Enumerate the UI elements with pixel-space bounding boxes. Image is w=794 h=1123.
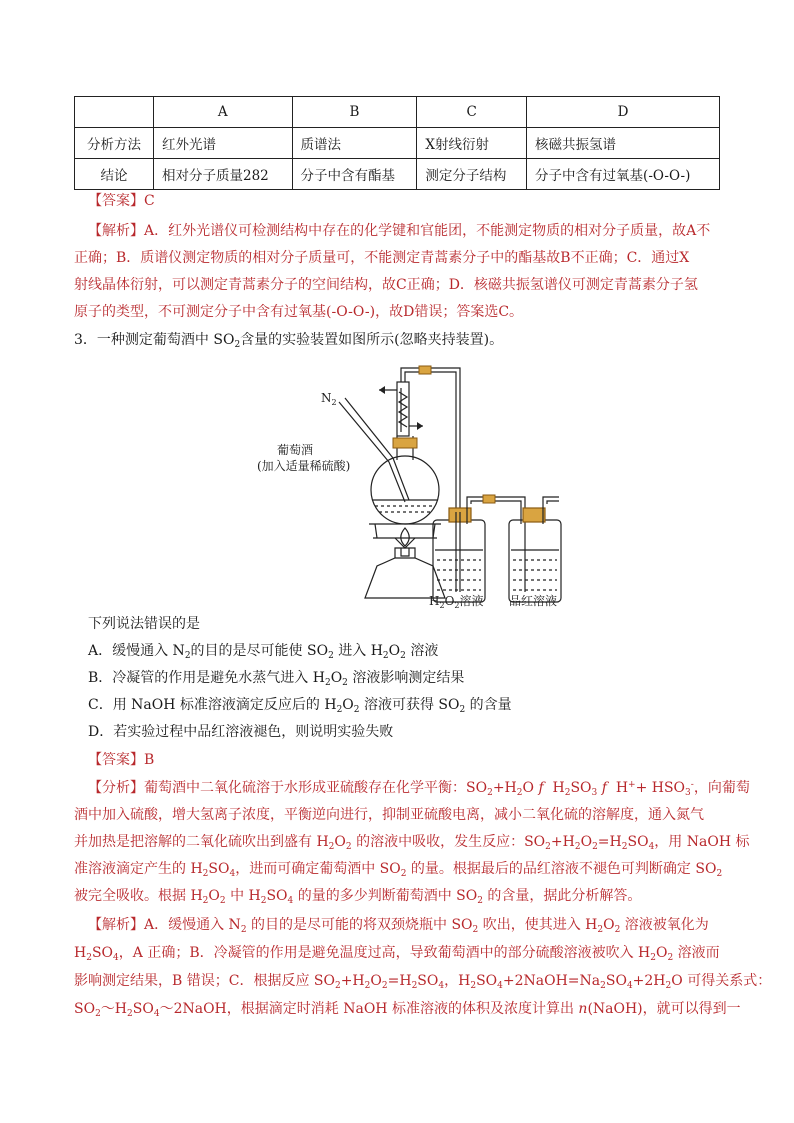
analysis-text: A．红外光谱仪可检测结构中存在的化学键和官能团，不能测定物质的相对分子质量，故A不 — [144, 223, 711, 239]
experiment-apparatus-figure — [255, 352, 570, 610]
q3-jiexi-line-2: $H_2SO_4$，A 正确；B．冷凝管的作用是避免温度过高，导致葡萄酒中的部分硫酸溶液被吹入 $H_2O_2$ 溶液而 — [74, 945, 720, 963]
q3-jiexi-line-1: 【解析】A．缓慢通入 $N_2$ 的目的是尽可能的将双颈烧瓶中 $SO_2$ 吹出，使其进入 $H_2O_2$ 溶液被氧化为 — [88, 917, 709, 935]
table-cell: A — [154, 97, 293, 128]
svg-text:N2: $N_2$ — [321, 391, 337, 407]
jiexi-text: H — [74, 945, 87, 961]
fenxi-text: 被完全吸收。根据 H — [74, 888, 203, 904]
option-d: D．若实验过程中品红溶液褪色，则说明实验失败 — [88, 724, 394, 740]
wine-label: 葡萄酒 — [277, 443, 314, 457]
analysis-label: 【解析】 — [88, 223, 144, 239]
table-cell: 分子中含有酯基 — [292, 159, 417, 190]
stem-text: 含量的实验装置如图所示(忽略夹持装置)。 — [240, 332, 504, 348]
option-text: C．用 NaOH 标准溶液滴定反应后的 H — [88, 697, 337, 713]
option-text: B．冷凝管的作用是避免水蒸气进入 H — [88, 670, 325, 686]
answer-value: B — [144, 752, 155, 768]
table-cell: 分子中含有过氧基(-O-O-) — [527, 159, 720, 190]
table-cell: 相对分子质量282 — [154, 159, 293, 190]
q2-analysis-line-2: 正确；B．质谱仪测定物质的相对分子质量可，不能测定青蒿素分子中的酯基故B不正确；C．通过X — [74, 250, 690, 266]
option-text: A．缓慢通入 N — [88, 643, 185, 659]
options-table — [74, 96, 720, 190]
q2-analysis-line-4: 原子的类型，不可测定分子中含有过氧基(-O-O-)，故D错误；答案选C。 — [74, 304, 524, 320]
jiexi-text: SO — [74, 1001, 96, 1017]
answer-label: 【答案】 — [88, 193, 144, 209]
q3-stem: 3．一种测定葡萄酒中 $SO_2$含量的实验装置如图所示(忽略夹持装置)。 — [74, 332, 504, 350]
table-cell: C — [417, 97, 527, 128]
q3-fenxi-line-2: 酒中加入硫酸，增大氢离子浓度，平衡逆向进行，抑制亚硫酸电离，减小二氧化硫的溶解度，通入氮气 — [74, 807, 704, 823]
jiexi-text: 影响测定结果，B 错误；C．根据反应 SO — [74, 973, 335, 989]
table-cell: B — [292, 97, 417, 128]
pinhong-label: 品红溶液 — [509, 594, 558, 608]
q3-fenxi-line-1: 【分析】葡萄酒中二氧化硫溶于水形成亚硫酸存在化学平衡：$SO_2+H_2O$ f $H_2SO_3$ f $H^++ HSO_3^-$，向葡萄 — [88, 780, 750, 798]
q3-answer — [88, 751, 154, 769]
option-c: C．用 NaOH 标准溶液滴定反应后的 $H_2O_2$ 溶液可获得 $SO_2$ 的含量 — [88, 697, 512, 715]
jiexi-label: 【解析】 — [88, 917, 144, 933]
table-cell: 红外光谱 — [154, 128, 293, 159]
q2-answer — [88, 192, 155, 210]
table-header-row — [75, 97, 720, 128]
q3-jiexi-line-4: $SO_2\sim H_2SO_4\sim 2NaOH$，根据滴定时消耗 NaOH 标准溶液的体积及浓度计算出 n(NaOH)，就可以得到一 — [74, 1001, 741, 1019]
fenxi-label: 【分析】 — [88, 780, 144, 796]
wine-note-label: (加入适量稀硫酸) — [257, 459, 351, 473]
table-cell — [75, 97, 154, 128]
q2-analysis-line-1 — [88, 222, 710, 240]
table-cell: 质谱法 — [292, 128, 417, 159]
n2-label: N — [321, 391, 332, 405]
h2o2-label: H — [429, 594, 440, 608]
fenxi-text: 准溶液滴定产生的 H — [74, 861, 203, 877]
answer-value: C — [144, 193, 155, 209]
q2-analysis-line-3: 射线晶体衍射，可以测定青蒿素分子的空间结构，故C正确；D．核磁共振氢谱仪可测定青蒿素分子氢 — [74, 277, 698, 293]
table-cell: D — [527, 97, 720, 128]
table-row — [75, 128, 720, 159]
svg-text:H2O2溶液: $H_2O_2$溶液 — [429, 594, 484, 610]
fenxi-text: 并加热是把溶解的二氧化硫吹出到盛有 H — [74, 834, 329, 850]
q3-fenxi-line-5: 被完全吸收。根据 $H_2O_2$ 中 $H_2SO_4$ 的量的多少判断葡萄酒中 $SO_2$ 的含量，据此分析解答。 — [74, 888, 642, 906]
question-number: 3． — [74, 332, 97, 348]
table-cell: 核磁共振氢谱 — [527, 128, 720, 159]
q3-prompt: 下列说法错误的是 — [88, 616, 200, 632]
fenxi-text: 葡萄酒中二氧化硫溶于水形成亚硫酸存在化学平衡：SO — [144, 780, 488, 796]
table-cell: 结论 — [75, 159, 154, 190]
option-a: A．缓慢通入 $N_2$的目的是尽可能使 $SO_2$ 进入 $H_2O_2$ 溶液 — [88, 643, 439, 661]
option-b: B．冷凝管的作用是避免水蒸气进入 $H_2O_2$ 溶液影响测定结果 — [88, 670, 465, 688]
table-cell: 分析方法 — [75, 128, 154, 159]
jiexi-text: A．缓慢通入 N — [144, 917, 241, 933]
table-cell: X射线衍射 — [417, 128, 527, 159]
table-cell: 测定分子结构 — [417, 159, 527, 190]
answer-label: 【答案】 — [88, 752, 144, 768]
q3-fenxi-line-4: 准溶液滴定产生的 $H_2SO_4$，进而可确定葡萄酒中 $SO_2$ 的量。根据最后的品红溶液不褪色可判断确定 $SO_2$ — [74, 861, 723, 879]
stem-text: 一种测定葡萄酒中 SO — [96, 332, 235, 348]
q3-jiexi-line-3: 影响测定结果，B 错误；C．根据反应 $SO_2+H_2O_2=H_2SO_4$，$H_2SO_4+2NaOH=Na_2SO_4+2H_2O$ 可得关系式： — [74, 973, 772, 991]
table-row — [75, 159, 720, 190]
q3-fenxi-line-3: 并加热是把溶解的二氧化硫吹出到盛有 $H_2O_2$ 的溶液中吸收，发生反应：$SO_2+H_2O_2=H_2SO_4$，用 NaOH 标 — [74, 834, 750, 852]
